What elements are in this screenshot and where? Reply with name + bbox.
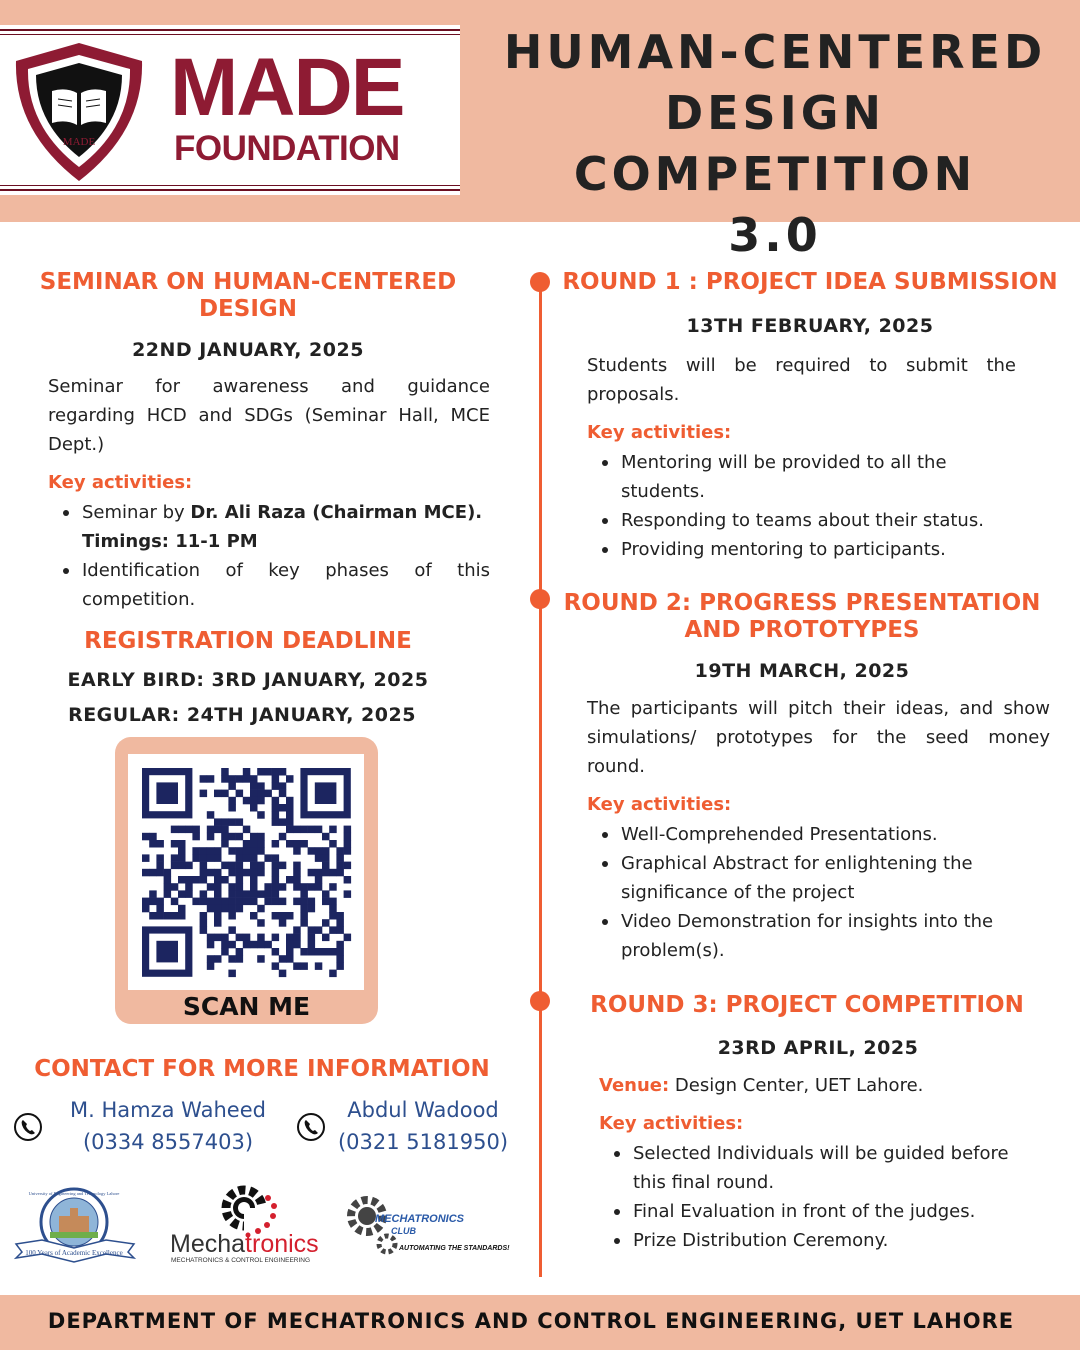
speaker-name: Dr. Ali Raza — [190, 502, 306, 523]
seminar-date: 22ND JANUARY, 2025 — [132, 339, 364, 361]
list-item: Providing mentoring to participants. — [587, 535, 1057, 564]
seminar-description — [48, 372, 490, 459]
contact-person-2 — [325, 1094, 521, 1158]
made-foundation-logo — [0, 25, 460, 195]
logo-top-rule — [0, 29, 460, 31]
contact-phone-2[interactable]: (0321 5181950) — [337, 1130, 509, 1154]
svg-text:100 Years of Academic Excellen: 100 Years of Academic Excellence — [25, 1249, 123, 1257]
qr-code-container[interactable] — [128, 754, 364, 990]
logo-bottom-rule-thin — [0, 185, 460, 186]
seminar-bullet-1-line-1: Seminar by Dr. Ali Raza (Chairman MCE). — [82, 502, 483, 523]
round-3-date: 23RD APRIL, 2025 — [717, 1037, 919, 1059]
round-1-description: Students will be required to submit the proposals. — [587, 355, 1016, 405]
list-item: Graphical Abstract for enlightening the significance of the project — [587, 849, 1057, 907]
phone-icon — [296, 1112, 326, 1142]
page-title — [470, 22, 1080, 266]
round-3-heading: ROUND 3: PROJECT COMPETITION — [590, 992, 1024, 1018]
svg-text:CLUB: CLUB — [391, 1226, 416, 1236]
round-2-date: 19TH MARCH, 2025 — [694, 660, 910, 682]
round-3-venue — [599, 1071, 1059, 1100]
round-3-activities-list — [599, 1139, 1069, 1255]
shield-book-icon — [8, 39, 150, 185]
contact-heading: CONTACT FOR MORE INFORMATION — [34, 1056, 490, 1082]
seminar-activities-list — [48, 498, 490, 614]
seminar-key-activities-label: Key activities: — [48, 472, 193, 493]
seminar-desc-line-3: Dept.) — [48, 434, 105, 455]
venue-label: Venue: — [599, 1075, 670, 1096]
list-item: Well-Comprehended Presentations. — [587, 820, 1057, 849]
timeline-dot-round-1 — [530, 272, 550, 292]
round-1-key-activities-label: Key activities: — [587, 422, 732, 443]
timeline-dot-round-2 — [530, 589, 550, 609]
logo-top-rule-thin — [0, 34, 460, 35]
svg-text:MADE: MADE — [62, 136, 96, 148]
list-item — [48, 498, 490, 556]
seminar-timings: Timings: 11-1 PM — [82, 531, 258, 552]
registration-heading: REGISTRATION DEADLINE — [84, 628, 412, 654]
svg-text:MECHATRONICS & CONTROL ENGINEE: MECHATRONICS & CONTROL ENGINEERING — [171, 1257, 311, 1264]
contact-name-2: Abdul Wadood — [347, 1098, 499, 1122]
seminar-desc-line-1: Seminar for awareness and guidance — [48, 376, 490, 397]
footer-department: DEPARTMENT OF MECHATRONICS AND CONTROL ENGINEERING, UET LAHORE — [47, 1309, 1015, 1333]
round-2-heading-line-1: ROUND 2: PROGRESS PRESENTATION — [563, 590, 1041, 616]
svg-text:Mechatronics: Mechatronics — [170, 1230, 319, 1258]
logo-bottom-rule — [0, 189, 460, 191]
venue-value: Design Center, UET Lahore. — [669, 1075, 924, 1096]
round-2-key-activities-label: Key activities: — [587, 794, 732, 815]
round-2-activities-list — [587, 820, 1057, 965]
title-line-3: 3.0 — [728, 208, 822, 262]
speaker-role: Chairman MCE — [320, 502, 468, 523]
round-1-activities-list — [587, 448, 1057, 564]
seminar-heading — [30, 269, 466, 323]
round-1-heading: ROUND 1 : PROJECT IDEA SUBMISSION — [562, 269, 1058, 295]
seminar-heading-line-1: SEMINAR ON HUMAN-CENTERED — [39, 269, 457, 295]
list-item: Mentoring will be provided to all the students. — [587, 448, 1057, 506]
list-item: Identification of key phases of this competition. — [48, 556, 490, 614]
timeline-dot-round-3 — [530, 991, 550, 1011]
scan-me-label: SCAN ME — [182, 992, 311, 1021]
contact-person-1 — [50, 1094, 286, 1158]
list-item: Final Evaluation in front of the judges. — [599, 1197, 1069, 1226]
list-item: Video Demonstration for insights into the problem(s). — [587, 907, 1057, 965]
logo-foundation-text: FOUNDATION — [174, 129, 400, 168]
timeline-line — [539, 280, 542, 1277]
mechatronics-department-logo — [168, 1178, 326, 1266]
round-2-heading — [560, 590, 1044, 644]
list-item: Responding to teams about their status. — [587, 506, 1057, 535]
contact-name-1: M. Hamza Waheed — [70, 1098, 266, 1122]
round-2-heading-line-2: AND PROTOTYPES — [684, 617, 920, 643]
phone-icon — [13, 1112, 43, 1142]
svg-text:University of Engineering and: University of Engineering and Technology Lahore — [28, 1191, 120, 1196]
round-1-date: 13TH FEBRUARY, 2025 — [686, 315, 934, 337]
qr-code-icon[interactable] — [128, 754, 364, 990]
uet-logo — [12, 1186, 142, 1264]
logo-made-text: MADE — [170, 42, 404, 133]
round-2-description: The participants will pitch their ideas, and show simulations/ prototypes for the seed money round. — [587, 698, 1050, 777]
list-item: Selected Individuals will be guided before this final round. — [599, 1139, 1069, 1197]
seminar-heading-line-2: DESIGN — [198, 296, 298, 322]
list-item: Prize Distribution Ceremony. — [599, 1226, 1069, 1255]
svg-text:MECHATRONICS: MECHATRONICS — [375, 1213, 465, 1225]
mechatronics-club-logo — [345, 1190, 525, 1260]
title-line-1: HUMAN-CENTERED — [503, 25, 1047, 79]
title-line-2: DESIGN COMPETITION — [573, 86, 977, 201]
regular-deadline: REGULAR: 24TH JANUARY, 2025 — [68, 704, 416, 726]
contact-phone-1[interactable]: (0334 8557403) — [82, 1130, 254, 1154]
round-3-key-activities-label: Key activities: — [599, 1113, 744, 1134]
svg-text:AUTOMATING THE STANDARDS!: AUTOMATING THE STANDARDS! — [399, 1245, 510, 1252]
early-bird-deadline: EARLY BIRD: 3RD JANUARY, 2025 — [67, 669, 429, 691]
seminar-desc-line-2: regarding HCD and SDGs (Seminar Hall, MCE — [48, 405, 490, 426]
